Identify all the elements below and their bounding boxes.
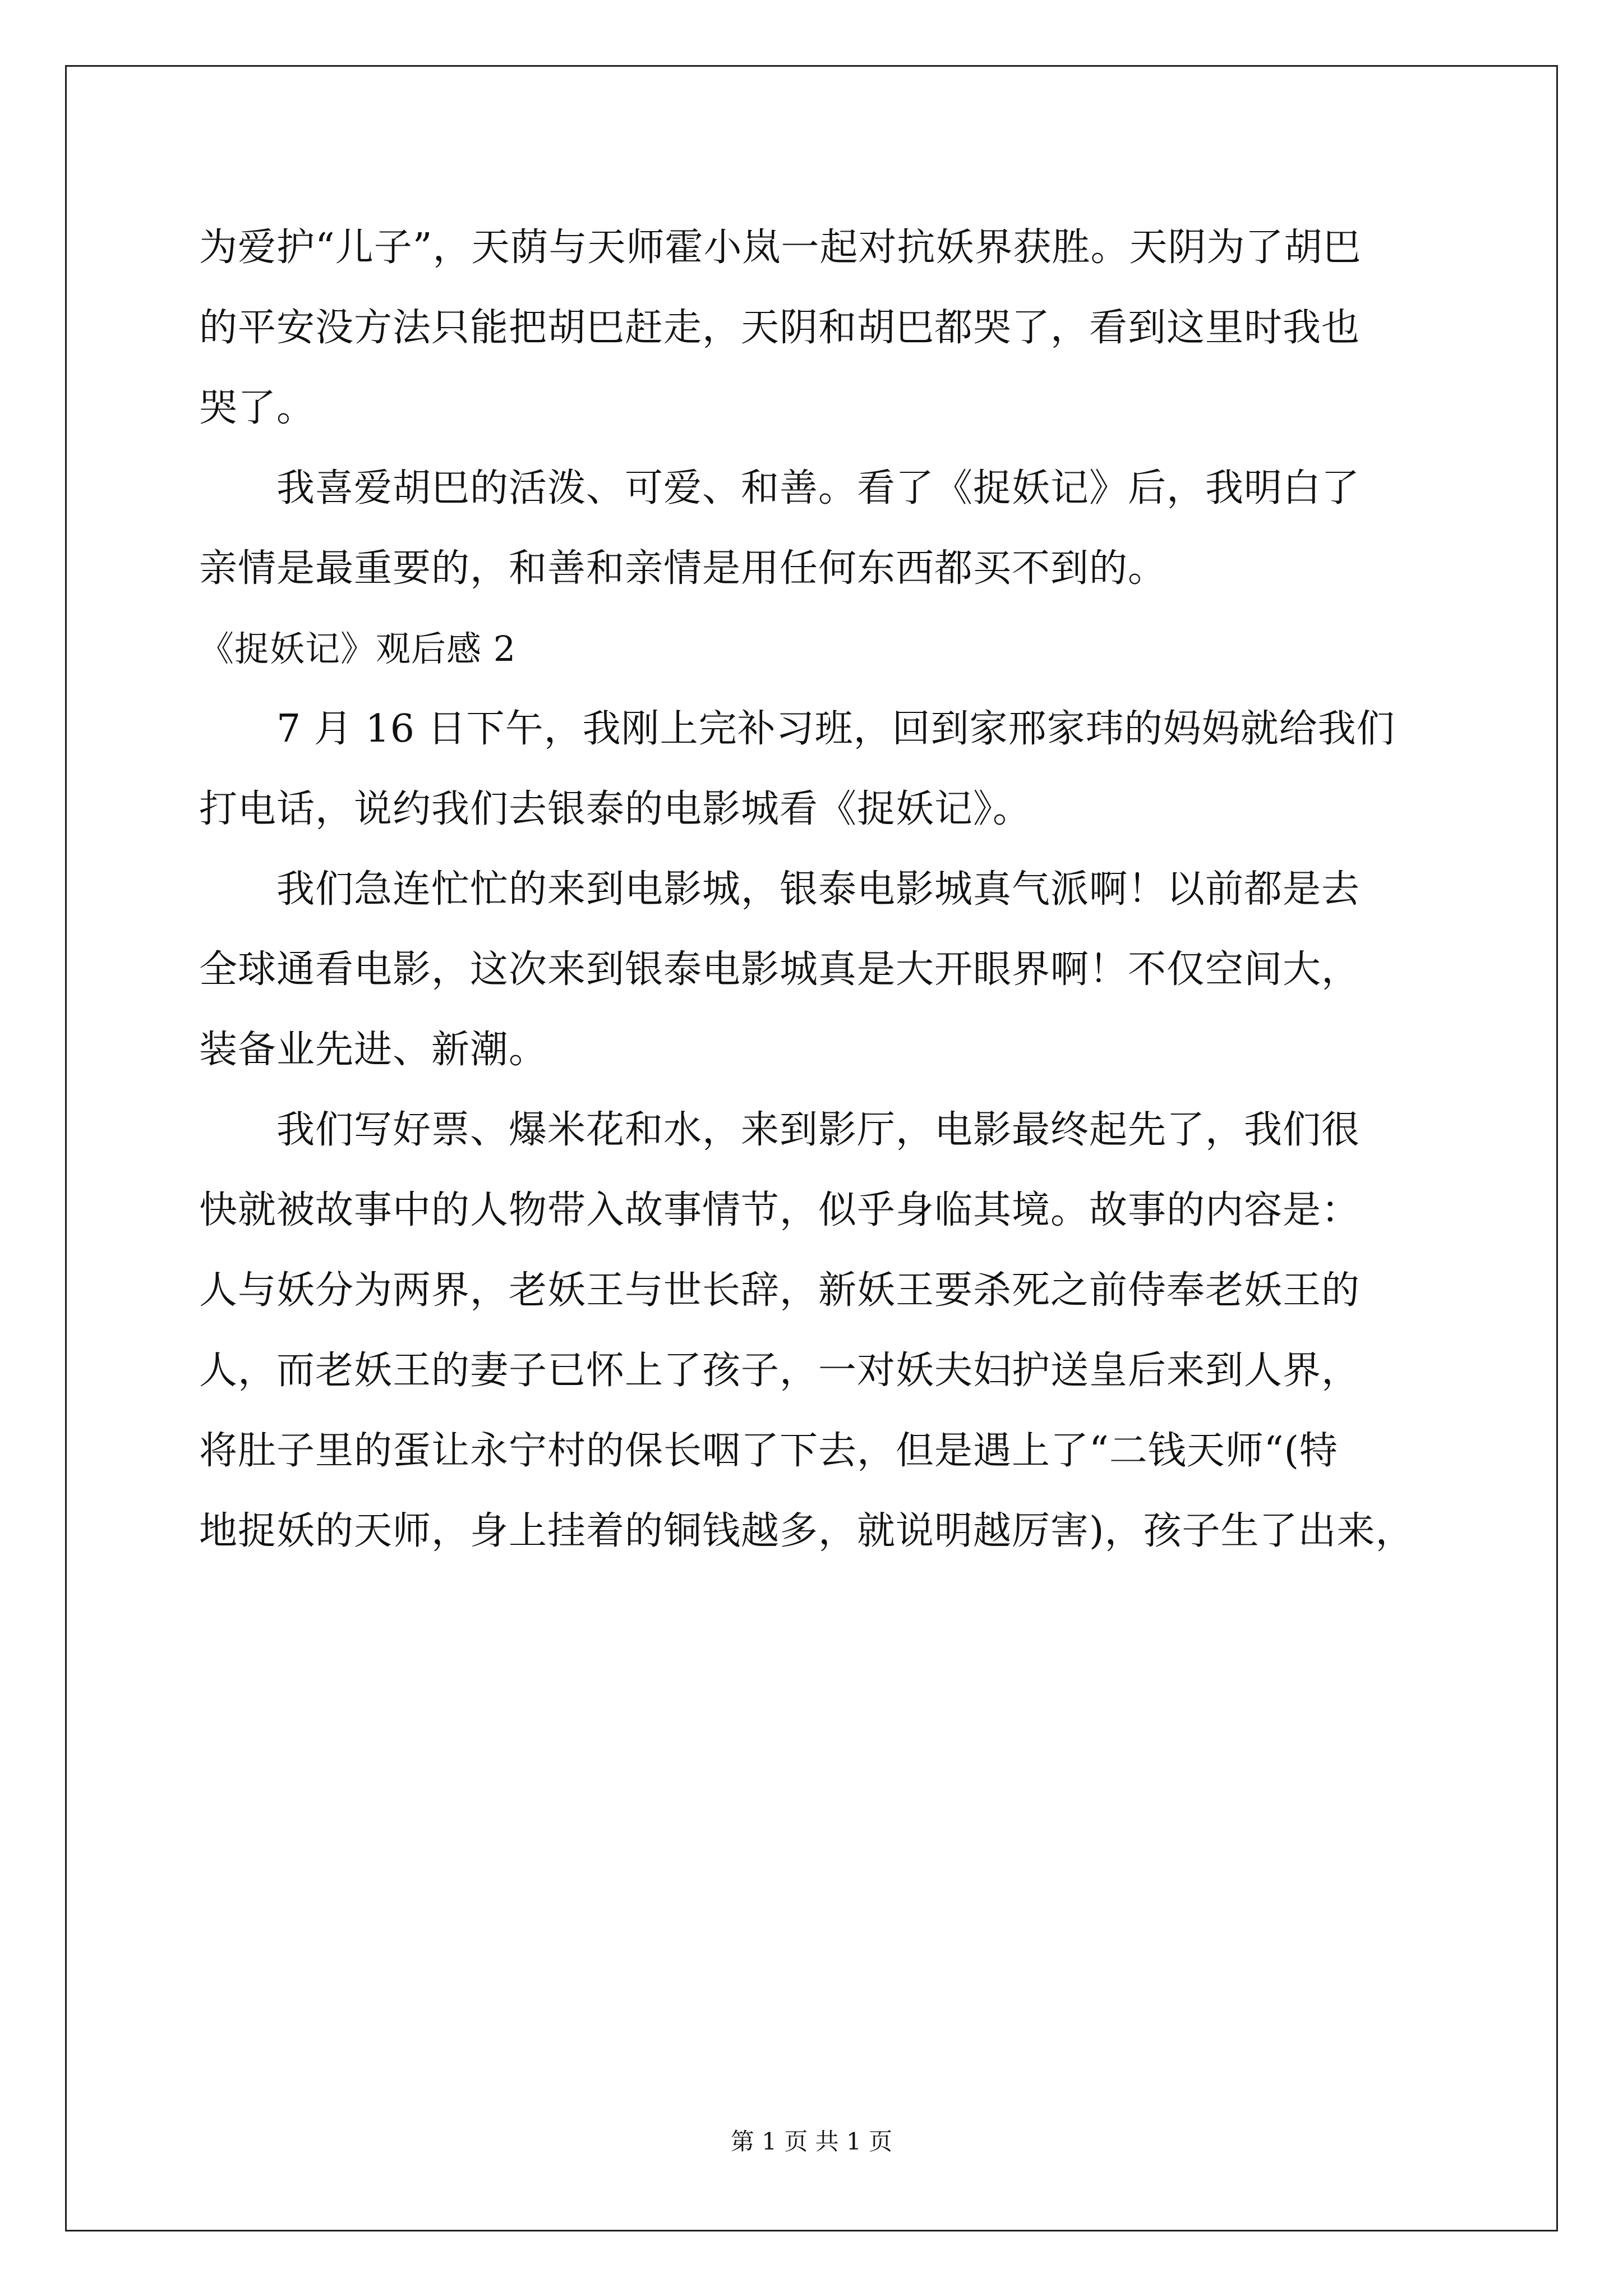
text-line: 我们写好票、爆米花和水，来到影厅，电影最终起先了，我们很 [276,1108,1361,1152]
page-footer: 第 1 页 共 1 页 [730,2128,893,2155]
text-line: 哭了。 [199,386,316,430]
document-body [199,208,1441,1571]
text-line: 我们急连忙忙的来到电影城，银泰电影城真气派啊！以前都是去 [276,867,1361,912]
text-line: 为爱护“儿子”，天荫与天师霍小岚一起对抗妖界获胜。天阴为了胡巴 [199,226,1362,270]
text-line: 装备业先进、新潮。 [199,1028,548,1072]
text-line: 人与妖分为两界，老妖王与世长辞，新妖王要杀死之前侍奉老妖王的 [199,1268,1361,1313]
text-line: 我喜爱胡巴的活泼、可爱、和善。看了《捉妖记》后，我明白了 [276,466,1361,510]
text-line: 全球通看电影，这次来到银泰电影城真是大开眼界啊！不仅空间大， [199,947,1361,992]
text-line: 地捉妖的天师，身上挂着的铜钱越多，就说明越厉害)，孩子生了出来， [199,1509,1414,1553]
text-line: 7 月 16 日下午，我刚上完补习班，回到家邢家玮的妈妈就给我们 [276,707,1395,751]
text-line: 打电话，说约我们去银泰的电影城看《捉妖记》。 [199,787,1032,831]
section-heading: 《捉妖记》观后感 2 [199,628,517,669]
text-line: 快就被故事中的人物带入故事情节，似乎身临其境。故事的内容是： [199,1188,1361,1232]
text-line: 将肚子里的蛋让永宁村的保长咽了下去，但是遇上了“二钱天师“(特 [199,1429,1339,1473]
text-line: 人，而老妖王的妻子已怀上了孩子，一对妖夫妇护送皇后来到人界， [199,1349,1361,1393]
text-line: 的平安没方法只能把胡巴赶走，天阴和胡巴都哭了，看到这里时我也 [199,306,1361,350]
text-line: 亲情是最重要的，和善和亲情是用任何东西都买不到的。 [199,546,1167,591]
